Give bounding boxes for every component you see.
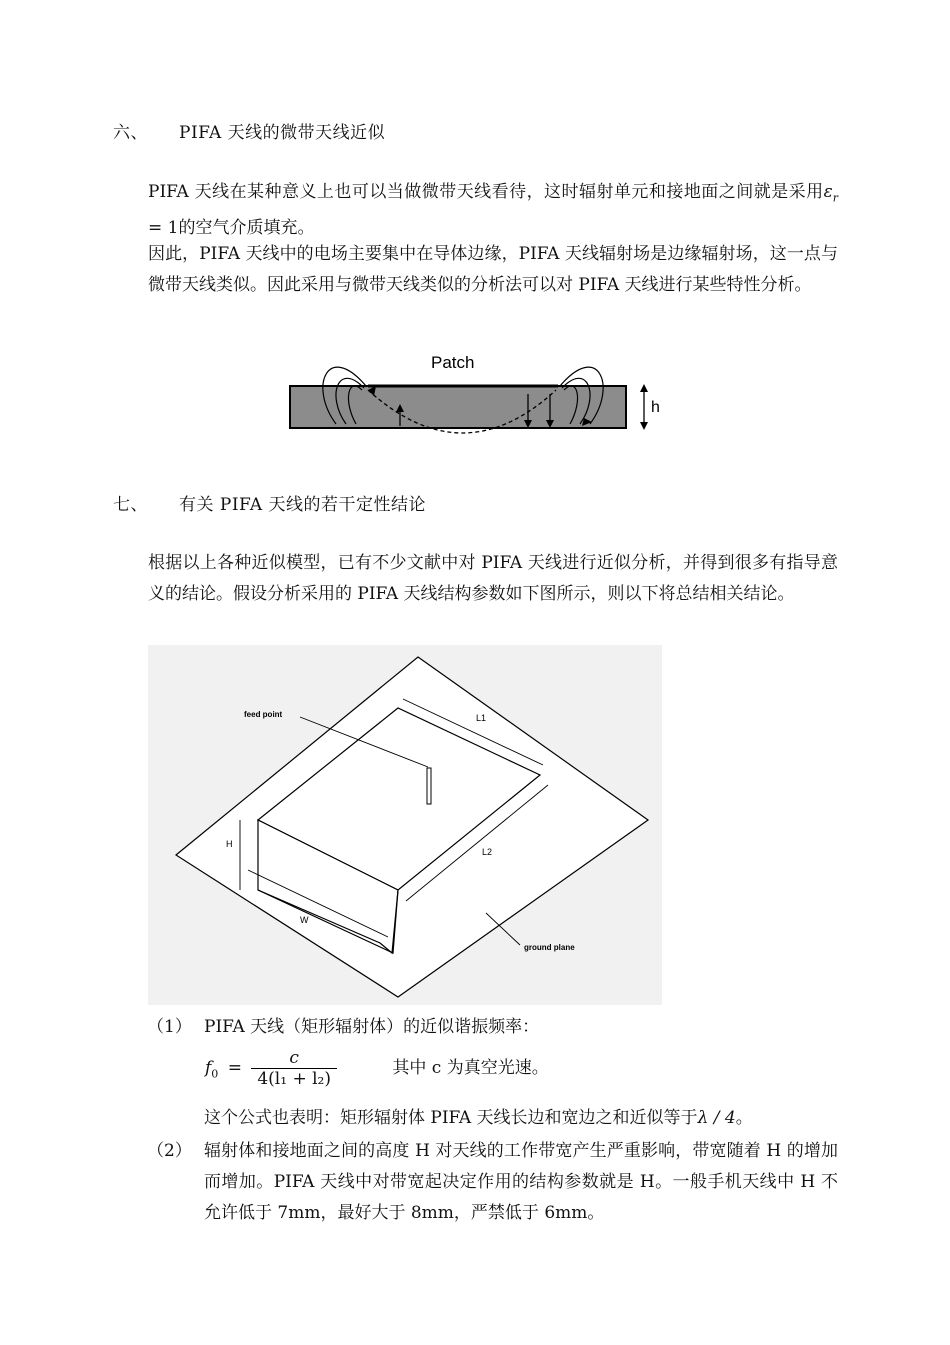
item-1-line-2-c: 。 [735, 1108, 753, 1128]
resonance-formula [205, 1048, 549, 1089]
equals-one: = 1 [148, 218, 179, 239]
paragraph-2-text: 因此，PIFA 天线中的电场主要集中在导体边缘，PIFA 天线辐射场是边缘辐射场，这一点与微带天线类似。因此采用与微带天线类似的分析法可以对 PIFA 天线进行某些特性分析。 [148, 244, 838, 295]
section-6-heading [113, 118, 385, 143]
epsilon-symbol [823, 182, 838, 205]
l1-label: L1 [476, 713, 487, 723]
patch-label: Patch [431, 353, 475, 372]
item-1-label: （1） [147, 1017, 192, 1037]
item-1-line-2 [113, 1103, 838, 1134]
item-2 [113, 1136, 838, 1229]
section-6-number: 六、 [113, 123, 148, 143]
section-6-title: PIFA 天线的微带天线近似 [179, 123, 386, 143]
ground-plane-label: ground plane [524, 943, 575, 952]
section-7-paragraph-text: 根据以上各种近似模型，已有不少文献中对 PIFA 天线进行近似分析，并得到很多有指导意义的结论。假设分析采用的 PIFA 天线结构参数如下图所示，则以下将总结相关结论。 [148, 553, 838, 604]
section-7-heading [113, 490, 426, 515]
paragraph-text-end: 的空气介质填充。 [178, 218, 315, 239]
feed-point-label: feed point [244, 710, 283, 719]
section-7-paragraph-1 [113, 548, 838, 610]
height-arrow-top [640, 384, 648, 392]
formula-fraction [251, 1048, 337, 1089]
formula-note: 其中 c 为真空光速。 [392, 1058, 549, 1078]
height-label: h [651, 399, 660, 416]
h-label: H [226, 839, 233, 849]
section-6-paragraph-1 [113, 177, 838, 244]
item-1-text: PIFA 天线（矩形辐射体）的近似谐振频率： [204, 1017, 540, 1037]
item-1-line-2-a: 这个公式也表明：矩形辐射体 PIFA 天线长边和宽边之和近似等于 [204, 1108, 698, 1128]
formula-eq: = [227, 1058, 242, 1078]
feed-pin [427, 768, 431, 804]
section-6-paragraph-2 [113, 239, 838, 301]
substrate-block [290, 386, 626, 428]
item-1 [113, 1012, 838, 1043]
formula-denominator: 4(l₁ + l₂) [257, 1069, 331, 1089]
epsilon-char: ε [823, 182, 833, 202]
patch-fringing-diagram [288, 346, 668, 442]
l2-label: L2 [482, 847, 493, 857]
height-arrow-bottom [640, 422, 648, 430]
section-7-title: 有关 PIFA 天线的若干定性结论 [179, 495, 427, 515]
epsilon-subscript: r [832, 191, 838, 205]
paragraph-text: PIFA 天线在某种意义上也可以当做微带天线看待，这时辐射单元和接地面之间就是采用 [148, 182, 824, 202]
formula-f-sub: 0 [211, 1067, 219, 1081]
item-2-text: 辐射体和接地面之间的高度 H 对天线的工作带宽产生严重影响，带宽随着 H 的增加而增加。PIFA 天线中对带宽起决定作用的结构参数就是 H。一般手机天线中 H 不允许低于 7mm，最好大于 8mm，严禁低于 6mm。 [204, 1141, 838, 1223]
section-7-number: 七、 [113, 495, 148, 515]
formula-f: f [205, 1058, 212, 1078]
formula-numerator: c [251, 1048, 337, 1069]
item-2-label: （2） [147, 1141, 192, 1161]
pifa-structure-diagram [148, 645, 662, 1005]
w-label: W [300, 915, 309, 925]
lambda-expression: λ / 4 [697, 1108, 736, 1128]
